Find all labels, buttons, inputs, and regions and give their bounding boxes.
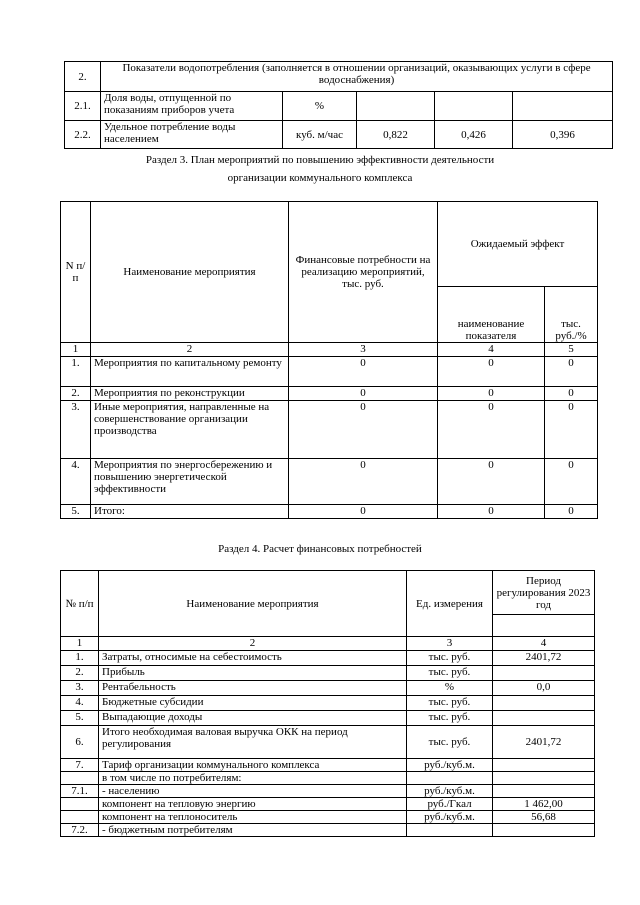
row-name: Затраты, относимые на себестоимость (99, 651, 407, 666)
row-num: 2. (61, 387, 91, 401)
row-percent: 0 (545, 505, 598, 519)
row-name: Мероприятия по реконструкции (91, 387, 289, 401)
row-value (493, 759, 595, 772)
col-name-header: Наименование мероприятия (91, 202, 289, 343)
row-unit (407, 824, 493, 837)
table-row (61, 824, 595, 837)
col-number: 3 (289, 343, 438, 357)
row-unit: тыс. руб. (407, 651, 493, 666)
row-indicator: 0 (438, 387, 545, 401)
row-indicator: 0 (438, 401, 545, 459)
row-num: 7.2. (61, 824, 99, 837)
row-value (513, 92, 613, 121)
row-value (493, 772, 595, 785)
row-unit: руб./Гкал (407, 798, 493, 811)
table-row (61, 459, 598, 505)
row-value: 0,0 (493, 681, 595, 696)
row-name: Рентабельность (99, 681, 407, 696)
table-row (61, 696, 595, 711)
table-row (61, 772, 595, 785)
col-num-header: N п/п (61, 202, 91, 343)
row-num: 4. (61, 696, 99, 711)
row-name: Доля воды, отпущенной по показаниям приборов учета (101, 92, 283, 121)
row-unit: тыс. руб. (407, 711, 493, 726)
row-value (493, 711, 595, 726)
row-unit (407, 772, 493, 785)
row-indicator: 0 (438, 505, 545, 519)
row-finance: 0 (289, 505, 438, 519)
row-num (61, 811, 99, 824)
row-num: 3. (61, 681, 99, 696)
row-name: Иные мероприятия, направленные на совершенствование организации производства (91, 401, 289, 459)
row-num: 2.2. (65, 121, 101, 149)
row-value: 0,426 (435, 121, 513, 149)
col-finance-header: Финансовые потребности на реализацию мероприятий, тыс. руб. (289, 202, 438, 343)
row-num: 2.1. (65, 92, 101, 121)
row-value (493, 824, 595, 837)
table-row (61, 726, 595, 759)
row-finance: 0 (289, 387, 438, 401)
row-value: 0,822 (357, 121, 435, 149)
table-row (61, 711, 595, 726)
col-unit-header: Ед. измерения (407, 571, 493, 637)
row-name: Мероприятия по энергосбережению и повышению энергетической эффективности (91, 459, 289, 505)
row-value (493, 696, 595, 711)
table-row (61, 785, 595, 798)
row-num: 6. (61, 726, 99, 759)
row-num: 1. (61, 357, 91, 387)
row-num: 2. (61, 666, 99, 681)
section4-title: Раздел 4. Расчет финансовых потребностей (218, 543, 422, 555)
row-name: Выпадающие доходы (99, 711, 407, 726)
col-indicator-header: наименование показателя (438, 287, 545, 343)
row-name: Тариф организации коммунального комплекса (99, 759, 407, 772)
row-value: 56,68 (493, 811, 595, 824)
table-row (61, 357, 598, 387)
row-value (493, 666, 595, 681)
row-num: 2. (65, 62, 101, 92)
table-row (61, 651, 595, 666)
col-name-header: Наименование мероприятия (99, 571, 407, 637)
row-percent: 0 (545, 357, 598, 387)
row-indicator: 0 (438, 459, 545, 505)
col-num-header: № п/п (61, 571, 99, 637)
row-name: - населению (99, 785, 407, 798)
col-number: 2 (99, 637, 407, 651)
table-row (61, 798, 595, 811)
table-row (61, 811, 595, 824)
row-num: 7. (61, 759, 99, 772)
row-num: 1. (61, 651, 99, 666)
col-number: 1 (61, 637, 99, 651)
col-number: 4 (438, 343, 545, 357)
row-unit: руб./куб.м. (407, 785, 493, 798)
water-consumption-header: Показатели водопотребления (заполняется в отношении организаций, оказывающих услуги в сфере водоснабжения) (101, 62, 613, 92)
col-number: 1 (61, 343, 91, 357)
empty-cell (493, 615, 595, 637)
row-name: Бюджетные субсидии (99, 696, 407, 711)
row-unit: % (407, 681, 493, 696)
row-value: 0,396 (513, 121, 613, 149)
section3-table (60, 201, 598, 519)
row-name: компонент на теплоноситель (99, 811, 407, 824)
row-name: Удельное потребление воды населением (101, 121, 283, 149)
row-name: Мероприятия по капитальному ремонту (91, 357, 289, 387)
col-number: 3 (407, 637, 493, 651)
col-period-header: Период регулирования 2023 год (493, 571, 595, 615)
col-number: 4 (493, 637, 595, 651)
row-percent: 0 (545, 387, 598, 401)
row-value (493, 785, 595, 798)
row-value: 1 462,00 (493, 798, 595, 811)
section3-title-line2: организации коммунального комплекса (227, 172, 413, 184)
row-num: 3. (61, 401, 91, 459)
section4-table (60, 570, 595, 837)
col-number: 2 (91, 343, 289, 357)
row-name: Итого: (91, 505, 289, 519)
row-finance: 0 (289, 459, 438, 505)
section2-table (64, 61, 613, 149)
row-indicator: 0 (438, 357, 545, 387)
row-unit: тыс. руб. (407, 666, 493, 681)
table-row (61, 666, 595, 681)
row-unit: руб./куб.м. (407, 811, 493, 824)
table-row (61, 401, 598, 459)
row-num: 5. (61, 711, 99, 726)
row-name: Итого необходимая валовая выручка ОКК на период регулирования (99, 726, 407, 759)
row-num (61, 798, 99, 811)
row-name: Прибыль (99, 666, 407, 681)
row-value: 2401,72 (493, 651, 595, 666)
row-value: 2401,72 (493, 726, 595, 759)
row-unit: руб./куб.м. (407, 759, 493, 772)
row-num (61, 772, 99, 785)
row-percent: 0 (545, 459, 598, 505)
row-percent: 0 (545, 401, 598, 459)
row-name: компонент на тепловую энергию (99, 798, 407, 811)
row-num: 4. (61, 459, 91, 505)
row-unit: тыс. руб. (407, 726, 493, 759)
col-number: 5 (545, 343, 598, 357)
row-finance: 0 (289, 401, 438, 459)
row-unit: тыс. руб. (407, 696, 493, 711)
row-value (435, 92, 513, 121)
row-value (357, 92, 435, 121)
row-finance: 0 (289, 357, 438, 387)
row-num: 7.1. (61, 785, 99, 798)
table-row (61, 505, 598, 519)
table-row (61, 387, 598, 401)
col-effect-header: Ожидаемый эффект (438, 202, 598, 287)
row-unit: % (283, 92, 357, 121)
table-row (61, 681, 595, 696)
table-row (61, 759, 595, 772)
row-unit: куб. м/час (283, 121, 357, 149)
row-num: 5. (61, 505, 91, 519)
row-name: - бюджетным потребителям (99, 824, 407, 837)
section3-title-line1: Раздел 3. План мероприятий по повышению эффективности деятельности (145, 154, 495, 166)
row-name: в том числе по потребителям: (99, 772, 407, 785)
col-percent-header: тыс. руб./% (545, 287, 598, 343)
